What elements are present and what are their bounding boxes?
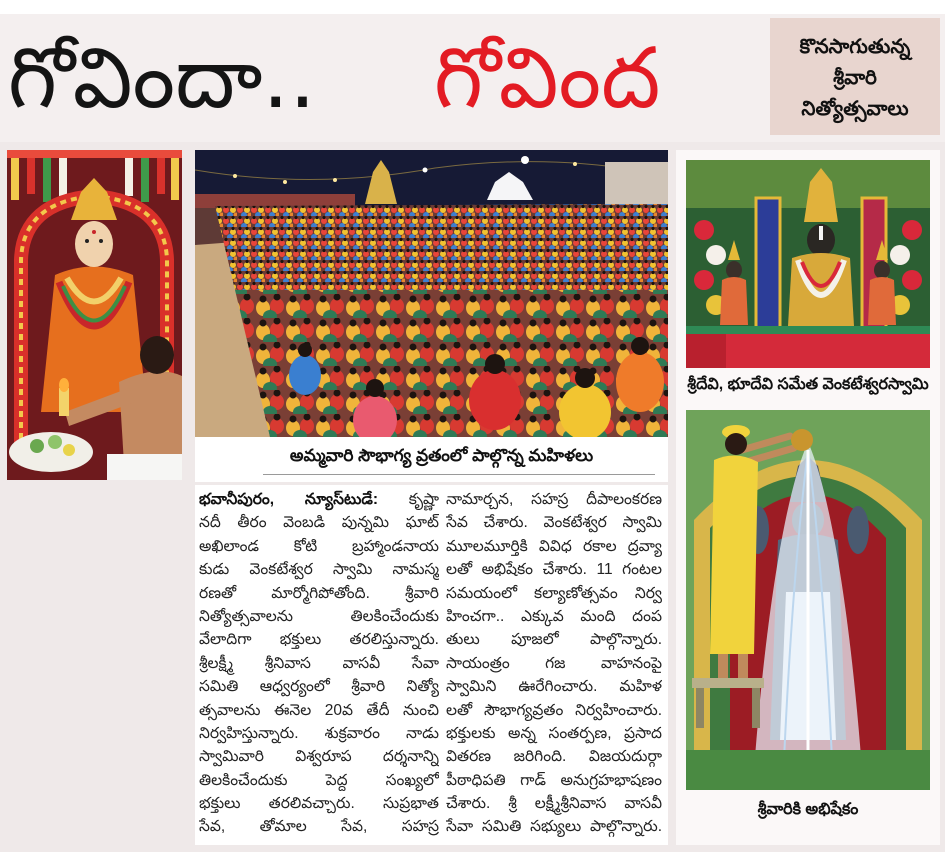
article-line: సేవ, తోమాల సేవ, సహస్ర: [199, 818, 439, 836]
article-line: లతో అభిషేకం చేశారు. 11 గంటల: [446, 561, 662, 579]
article-line-text: కృష్ణా: [408, 491, 439, 508]
article-column-1: [199, 488, 439, 839]
crowd-far: [215, 204, 668, 290]
arati-lamp: [59, 378, 69, 416]
article-line: తిలకించేందుకు పెద్ద సంఖ్యలో: [199, 771, 439, 789]
women-photo-caption-box: [195, 437, 668, 482]
article-line: త్సవాలను ఈనెల 20వ తేదీ నుంచి: [199, 701, 439, 719]
women-crowd-photo: [195, 150, 668, 437]
article-line: వితరణ జరిగింది. విజయదుర్గా: [446, 748, 662, 766]
article-line: తులు పూజలో పాల్గొన్నారు.: [446, 631, 662, 649]
deity-photo-caption: శ్రీదేవి, భూదేవి సమేత వెంకటేశ్వరస్వామి: [687, 376, 929, 393]
article-line: భక్తులు తరలివచ్చారు. సుప్రభాత: [199, 795, 439, 813]
article-line: [199, 488, 439, 511]
goddess-photo-art: [7, 150, 182, 480]
headline-part-1: గోవిందా..: [8, 29, 316, 127]
article-line: లతో సౌభాగ్యవ్రతం నిర్వహించారు.: [446, 701, 662, 719]
abhishekam-photo-art: [686, 410, 930, 790]
caption-divider: [263, 474, 655, 475]
article-line: వేలాదిగా భక్తులు తరలిస్తున్నారు.: [199, 631, 439, 649]
article-line: నిర్వహిస్తున్నారు. శుక్రవారం నాడు: [199, 724, 439, 742]
kicker-line: శ్రీవారి: [833, 67, 877, 89]
kicker-line: నిత్యోత్సవాలు: [801, 98, 909, 120]
article-body: [195, 485, 668, 845]
article-line: మూలమూర్తికి వివిధ రకాల ద్రవ్యా: [446, 537, 662, 555]
article-line: నదీ తీరం వెంబడి పున్నమి ఘాట్: [199, 514, 439, 532]
women-crowd-photo-art: [195, 150, 668, 437]
article-line: సమయంలో కల్యాణోత్సవం నిర్వ: [446, 584, 662, 602]
article-line: సేవ చేశారు. వెంకటేశ్వర స్వామి: [446, 514, 662, 532]
abhishekam-photo-caption: శ్రీవారికి అభిషేకం: [757, 801, 859, 818]
article-line: హించగా.. ఎక్కువ మంది దంప: [446, 607, 662, 625]
article-line: నిత్యోత్సవాలను తిలకించేందుకు: [199, 607, 439, 625]
article-line: అఖిలాండ కోటి బ్రహ్మాండనాయ: [199, 537, 439, 555]
deity-photo-art: [686, 160, 930, 368]
article-column-2: [446, 488, 662, 839]
article-line: చేశారు. శ్రీ లక్ష్మీశ్రీనివాస వాసవీ: [446, 795, 662, 813]
article-line: రణతో మార్మోగిపోతోంది. శ్రీవారి: [199, 584, 439, 602]
article-line: సమితి ఆధ్వర్యంలో శ్రీవారి నిత్యో: [199, 678, 439, 696]
offering-plate: [9, 432, 93, 472]
goddess-photo: [7, 150, 182, 480]
article-line: స్వామిని ఊరేగించారు. మహిళ: [446, 678, 662, 696]
abhishekam-photo: [686, 410, 930, 790]
article-line: సాయంత్రం గజ వాహనంపై: [446, 654, 662, 672]
article-line: శ్రీలక్ష్మీ శ్రీనివాస వాసవీ సేవా: [199, 654, 439, 672]
altar-cloth: [686, 326, 930, 368]
article-line: స్వామివారి విశ్వరూప దర్శనాన్ని: [199, 748, 439, 766]
kicker-box: [770, 18, 940, 135]
top-margin: [0, 0, 945, 14]
building: [605, 162, 668, 206]
kicker-line: కొనసాగుతున్న: [799, 36, 911, 58]
article-line: సేవా సమితి సభ్యులు పాల్గొన్నారు.: [446, 818, 662, 836]
deity-photo: [686, 160, 930, 368]
article-line: కుడు వెంకటేశ్వర స్వామి నామస్మ: [199, 561, 439, 579]
article-line: పీఠాధిపతి గాడ్ అనుగ్రహభాషణం: [446, 771, 662, 789]
white-cloth: [107, 454, 182, 480]
article-line: భక్తులకు అన్న సంతర్పణ, ప్రసాద: [446, 724, 662, 742]
article-line: నామార్చన, సహస్ర దీపాలంకరణ: [446, 491, 662, 508]
water-pot: [791, 429, 813, 451]
base-platform: [686, 750, 930, 790]
women-photo-caption: అమ్మవారి సౌభాగ్య వ్రతంలో పాల్గొన్న మహిళలు: [289, 446, 594, 465]
dateline: భవానీపురం, న్యూస్‌టుడే:: [199, 491, 378, 508]
headline-part-2: గోవింద: [434, 29, 661, 127]
